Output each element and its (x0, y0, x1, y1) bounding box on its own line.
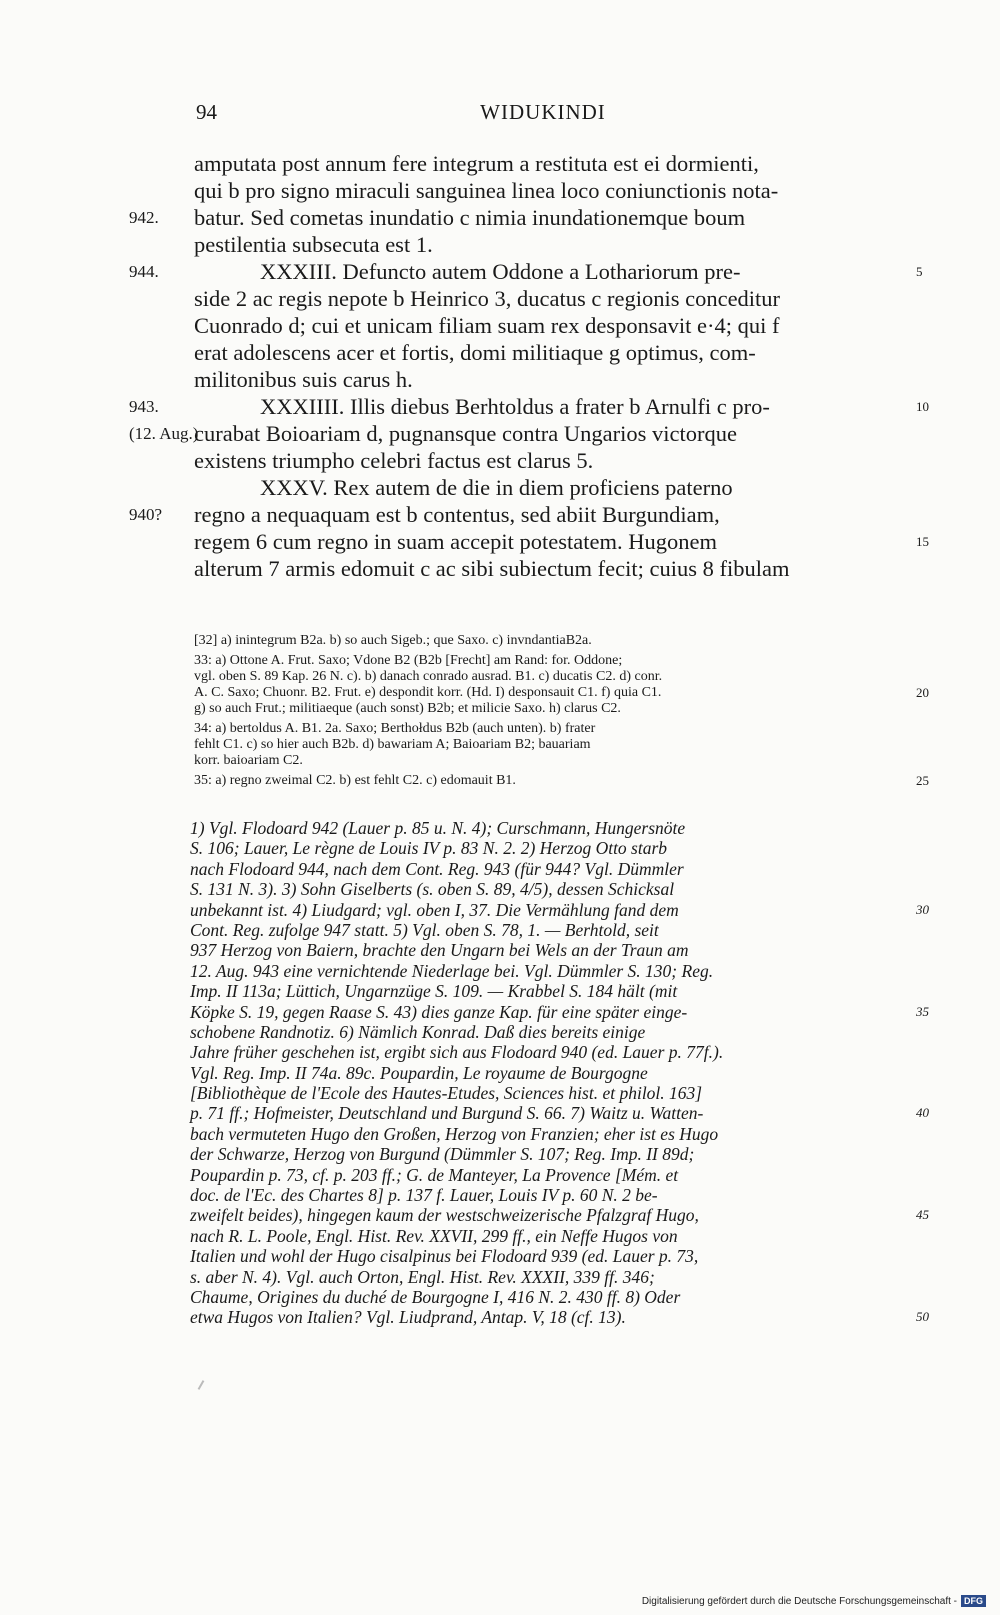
apparatus-line-text: vgl. oben S. 89 Kap. 26 N. c). b) danach conrado ausrad. B1. c) ducatis C2. d) conr. (194, 669, 663, 684)
main-line-text: XXXIIII. Illis diebus Berhtoldus a frater b Arnulfi c pro- (260, 394, 770, 419)
main-line-text: qui b pro signo miraculi sanguinea linea loco coniunctionis nota- (194, 178, 779, 203)
footnote-line (190, 940, 896, 960)
footnote-line (190, 899, 929, 920)
main-line-text: militonibus suis carus h. (194, 367, 413, 392)
footnote-line (190, 981, 896, 1001)
footnote-line (190, 1165, 896, 1185)
line-number: 15 (916, 534, 929, 549)
main-line (194, 528, 929, 555)
main-line (194, 555, 894, 582)
footnote-line (190, 1083, 896, 1103)
footnote-line-text: Köpke S. 19, gegen Raase S. 43) dies ganze Kap. für eine später einge- (190, 1001, 688, 1022)
main-line-text: erat adolescens acer et fortis, domi militiaque g optimus, com- (194, 340, 756, 365)
footnote-line (190, 1124, 896, 1144)
main-line-text: pestilentia subsecuta est 1. (194, 232, 433, 257)
main-line-text: amputata post annum fere integrum a restituta est ei dormienti, (194, 151, 759, 176)
footnote-line-text: Chaume, Origines du duché de Bourgogne I, 416 N. 2. 430 ff. 8) Oder (190, 1286, 681, 1307)
main-line (194, 447, 894, 474)
stray-mark (198, 1380, 205, 1390)
apparatus-line (194, 633, 894, 649)
footnote-line (190, 838, 896, 858)
apparatus-line (194, 753, 894, 769)
footnote-line (190, 1246, 896, 1266)
main-line-text: regem 6 cum regno in suam accepit potestatem. Hugonem (194, 529, 717, 554)
main-text (129, 150, 929, 582)
footnote-line-text: p. 71 ff.; Hofmeister, Deutschland und Burgund S. 66. 7) Waitz u. Watten- (190, 1103, 704, 1124)
footnote-line-text: nach Flodoard 944, nach dem Cont. Reg. 943 (für 944? Vgl. Dümmler (190, 858, 684, 879)
apparatus-line (194, 737, 894, 753)
main-line-text: XXXV. Rex autem de die in diem proficiens paterno (260, 475, 733, 500)
apparatus-line (194, 701, 894, 717)
footnote-line-text: S. 131 N. 3). 3) Sohn Giselberts (s. oben S. 89, 4/5), dessen Schicksal (190, 879, 675, 900)
running-title: WIDUKINDI (480, 100, 606, 124)
footnote-line (190, 1042, 896, 1062)
footnote-line-text: [Bibliothèque de l'Ecole des Hautes-Etudes, Sciences hist. et philol. 163] (190, 1083, 703, 1104)
main-line (129, 258, 923, 285)
footnote-line (190, 859, 896, 879)
main-line-text: alterum 7 armis edomuit c ac sibi subiectum fecit; cuius 8 fibulam (194, 556, 790, 581)
footnote-line (190, 1103, 929, 1124)
apparatus-line-text: g) so auch Frut.; militiaeque (auch sonst) B2b; et milicie Saxo. h) clarus C2. (194, 701, 621, 716)
footnote-line-text: zweifelt beides), hingegen kaum der westschweizerische Pfalzgraf Hugo, (190, 1205, 699, 1226)
main-line-text: curabat Boioariam d, pugnansque contra Ungarios victorque (194, 421, 737, 446)
apparatus-line-text: 34: a) bertoldus A. B1. 2a. Saxo; Berthołdus B2b (auch unten). b) frater (194, 721, 596, 736)
main-line (129, 204, 894, 231)
footnote-line-text: Imp. II 113a; Lüttich, Ungarnzüge S. 109. — Krabbel S. 184 hält (mit (190, 981, 678, 1002)
main-line (194, 312, 894, 339)
margin-date: 940? (129, 505, 163, 524)
footnote-line-text: der Schwarze, Herzog von Burgund (Dümmler S. 107; Reg. Imp. II 89d; (190, 1144, 695, 1165)
dfg-logo: DFG (961, 1595, 986, 1607)
main-line-text: XXXIII. Defuncto autem Oddone a Lothariorum pre- (260, 259, 741, 284)
footnote-line (190, 879, 896, 899)
margin-date: 942. (129, 208, 159, 227)
main-line (129, 501, 894, 528)
apparatus-line (194, 653, 894, 669)
apparatus-line-text: A. C. Saxo; Chuonr. B2. Frut. e) despondit korr. (Hd. I) desponsauit C1. f) quia C1. (194, 685, 662, 700)
footer-text: Digitalisierung gefördert durch die Deutsche Forschungsgemeinschaft - (641, 1595, 957, 1607)
main-line-text: batur. Sed cometas inundatio c nimia inundationemque boum (194, 205, 746, 230)
margin-date: 944. (129, 262, 159, 281)
margin-date: (12. Aug.) (129, 424, 199, 443)
footnote-line-text: unbekannt ist. 4) Liudgard; vgl. oben I, 37. Die Vermählung fand dem (190, 899, 679, 920)
page-number: 94 (196, 100, 217, 124)
line-number: 10 (916, 399, 929, 414)
main-line (194, 339, 894, 366)
main-line (194, 231, 894, 258)
footnote-line-text: 12. Aug. 943 eine vernichtende Niederlage bei. Vgl. Dümmler S. 130; Reg. (190, 960, 714, 981)
apparatus-line-text: korr. baioariam C2. (194, 753, 303, 768)
main-line (129, 393, 929, 420)
footnote-line-text: Vgl. Reg. Imp. II 74a. 89c. Poupardin, Le royaume de Bourgogne (190, 1062, 648, 1083)
footnote-line (190, 920, 896, 940)
line-number: 35 (916, 1003, 929, 1019)
critical-apparatus (194, 633, 929, 789)
line-number: 40 (916, 1105, 929, 1121)
apparatus-line (194, 721, 894, 737)
footnote-line (190, 1205, 929, 1226)
footnote-line-text: Jahre früher geschehen ist, ergibt sich aus Flodoard 940 (ed. Lauer p. 77f.). (190, 1042, 724, 1063)
footnote-line (190, 1185, 896, 1205)
footnote-line (190, 1267, 896, 1287)
main-line (194, 285, 894, 312)
page-header (196, 100, 890, 130)
apparatus-line-text: 35: a) regno zweimal C2. b) est fehlt C2. c) edomauit B1. (194, 773, 516, 788)
footnote-line-text: doc. de l'Ec. des Chartes 8] p. 137 f. Lauer, Louis IV p. 60 N. 2 be- (190, 1185, 658, 1206)
main-line (194, 150, 894, 177)
footnote-line-text: 937 Herzog von Baiern, brachte den Ungarn bei Wels an der Traun am (190, 940, 689, 961)
footnote-line-text: etwa Hugos von Italien? Vgl. Liudprand, Antap. V, 18 (cf. 13). (190, 1307, 626, 1328)
footnote-line (190, 1144, 896, 1164)
footnote-line-text: schobene Randnotiz. 6) Nämlich Konrad. Daß dies bereits einige (190, 1021, 646, 1042)
footnote-line (190, 818, 896, 838)
main-line (194, 474, 894, 501)
footnote-line-text: nach R. L. Poole, Engl. Hist. Rev. XXVII, 299 ff., ein Neffe Hugos von (190, 1225, 678, 1246)
line-number: 30 (916, 901, 929, 917)
footnote-line (190, 961, 896, 981)
margin-date: 943. (129, 397, 159, 416)
footnote-line-text: 1) Vgl. Flodoard 942 (Lauer p. 85 u. N. 4); Curschmann, Hungersnöte (190, 818, 686, 838)
apparatus-line-text: 33: a) Ottone A. Frut. Saxo; Vdone B2 (B2b [Frecht] am Rand: for. Oddone; (194, 653, 623, 668)
apparatus-line-text: [32] a) inintegrum B2a. b) so auch Sigeb.; que Saxo. c) invndantiaB2a. (194, 633, 592, 648)
line-number: 20 (916, 685, 929, 700)
footnote-line-text: Italien und wohl der Hugo cisalpinus bei Flodoard 939 (ed. Lauer p. 73, (190, 1246, 699, 1267)
main-line-text: regno a nequaquam est b contentus, sed abiit Burgundiam, (194, 502, 720, 527)
apparatus-line (194, 773, 929, 789)
apparatus-line (194, 685, 929, 701)
footnote-line-text: bach vermuteten Hugo den Großen, Herzog von Franzien; eher ist es Hugo (190, 1123, 719, 1144)
footnote-line (190, 1287, 896, 1307)
main-line (129, 420, 894, 447)
footnote-line (190, 1022, 896, 1042)
line-number: 5 (916, 264, 923, 279)
footnote-line-text: S. 106; Lauer, Le règne de Louis IV p. 83 N. 2. 2) Herzog Otto starb (190, 838, 668, 859)
footnote-line-text: Poupardin p. 73, cf. p. 203 ff.; G. de Manteyer, La Provence [Mém. et (190, 1164, 679, 1185)
main-line-text: Cuonrado d; cui et unicam filiam suam rex desponsavit e·4; qui f (194, 313, 780, 338)
footnote-line (190, 1063, 896, 1083)
footnote-line-text: s. aber N. 4). Vgl. auch Orton, Engl. Hist. Rev. XXXII, 339 ff. 346; (190, 1266, 655, 1287)
line-number: 25 (916, 773, 929, 788)
main-line-text: existens triumpho celebri factus est clarus 5. (194, 448, 594, 473)
line-number: 45 (916, 1207, 929, 1223)
apparatus-line (194, 669, 894, 685)
main-line (194, 177, 894, 204)
footnote-line (190, 1307, 929, 1328)
main-line (194, 366, 894, 393)
footnotes (190, 818, 929, 1328)
footnote-line (190, 1001, 929, 1022)
footnote-line-text: Cont. Reg. zufolge 947 statt. 5) Vgl. oben S. 78, 1. — Berhtold, seit (190, 919, 659, 940)
apparatus-line-text: fehlt C1. c) so hier auch B2b. d) bawariam A; Baioariam B2; bauariam (194, 737, 591, 752)
line-number: 50 (916, 1309, 929, 1325)
footnote-line (190, 1226, 896, 1246)
main-line-text: side 2 ac regis nepote b Heinrico 3, ducatus c regionis conceditur (194, 286, 781, 311)
footer (642, 1595, 986, 1607)
